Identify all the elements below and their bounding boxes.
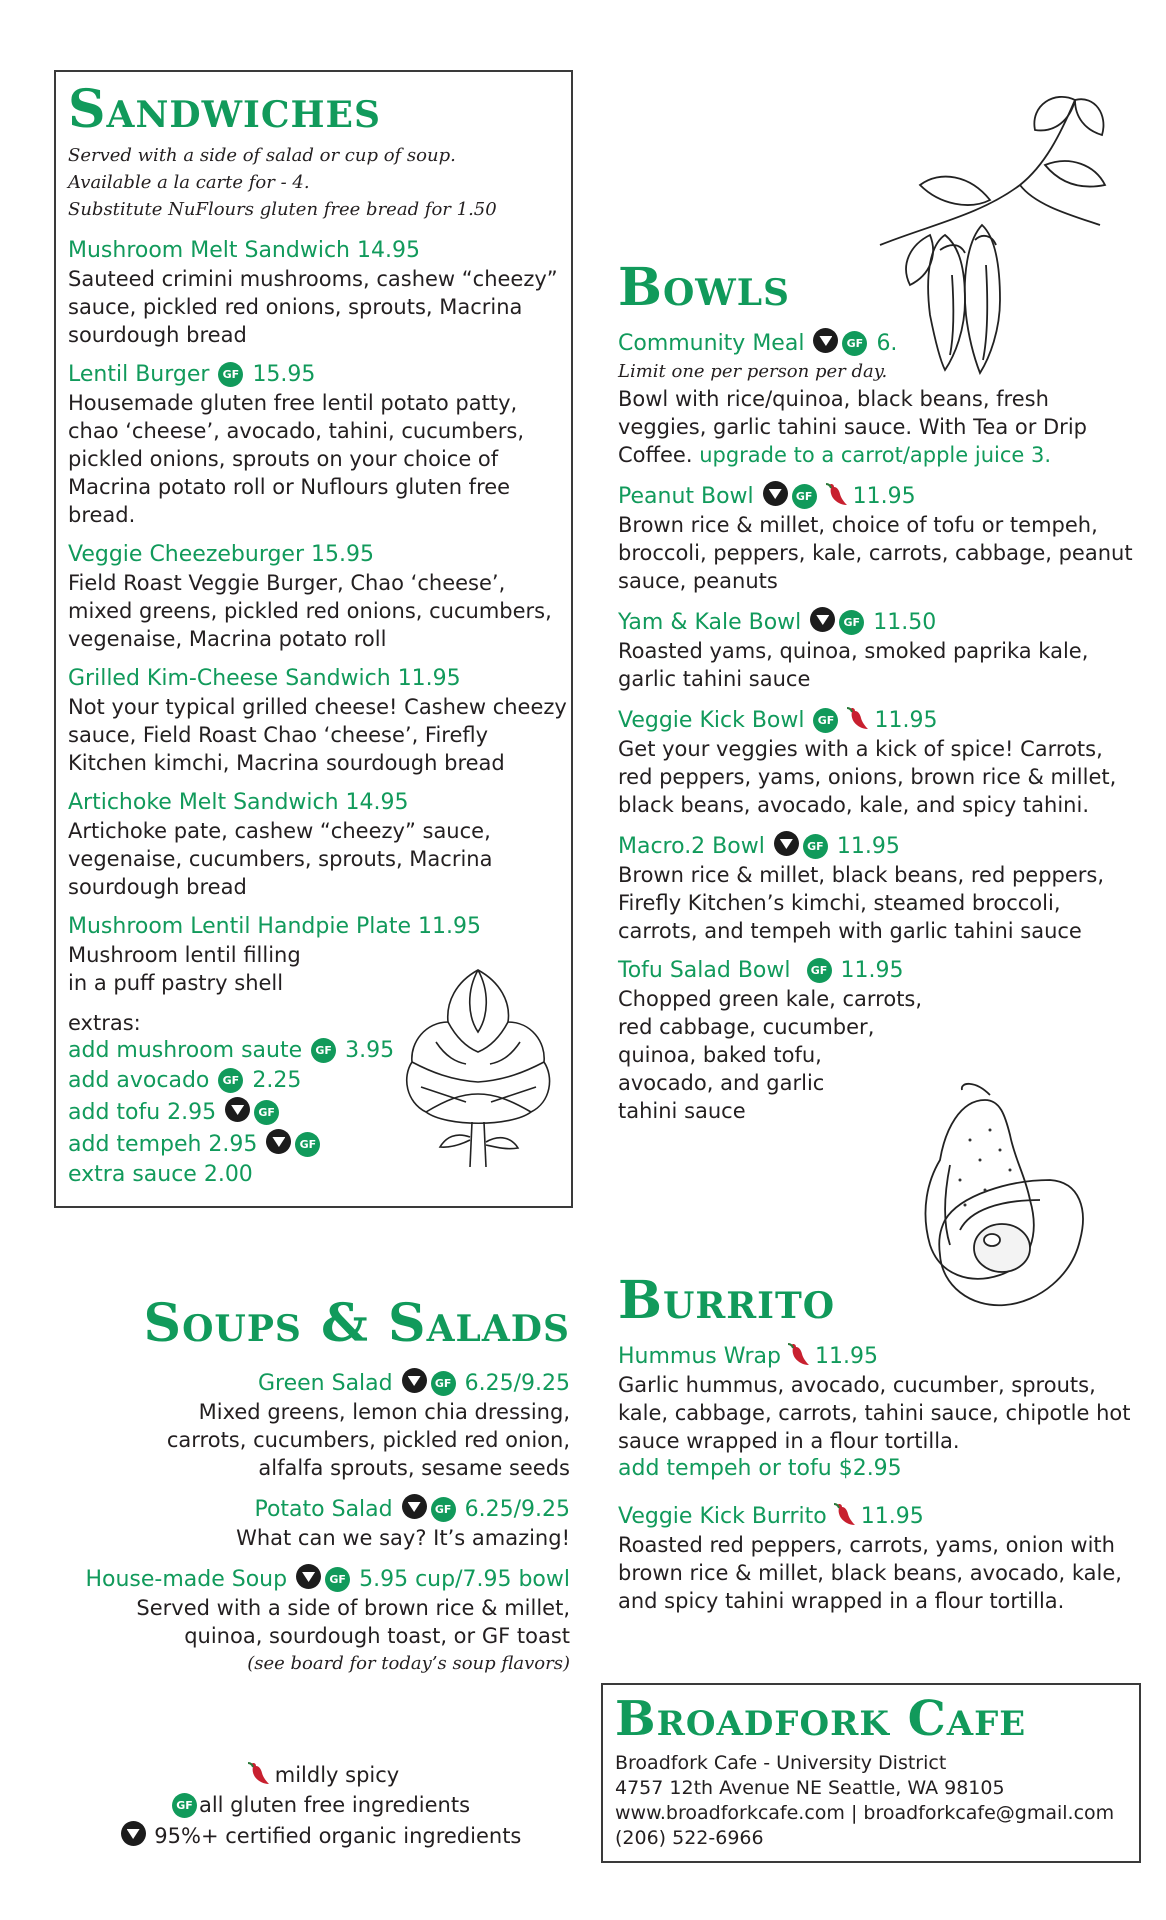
legend-spicy-label: mildly spicy — [274, 1763, 400, 1787]
organic-heart-icon — [225, 1097, 250, 1122]
gluten-free-icon: GF — [218, 1068, 243, 1093]
item-description: Roasted red peppers, carrots, yams, onion with brown rice & millet, black beans, avocado, kale, and spicy tahini wrapped in a flour tortilla. — [618, 1533, 1122, 1613]
menu-item — [618, 1501, 1138, 1615]
item-name: House-made Soup — [85, 1567, 288, 1592]
sandwiches-note-3: Substitute NuFlours gluten free bread for 1.50 — [68, 199, 497, 220]
item-name: Green Salad — [257, 1371, 393, 1396]
item-title: Mushroom Lentil Handpie Plate 11.95 — [68, 914, 481, 939]
item-description: Mixed greens, lemon chia dressing, — [198, 1400, 570, 1424]
gluten-free-icon: GF — [172, 1793, 197, 1818]
item-description: red cabbage, cucumber, — [618, 1015, 875, 1039]
item-description: quinoa, sourdough toast, or GF toast — [184, 1624, 570, 1648]
item-price: 11.95 — [860, 1504, 924, 1529]
gluten-free-icon: GF — [254, 1100, 279, 1125]
legend-gluten-free — [110, 1791, 530, 1819]
item-price: 11.95 — [852, 484, 916, 509]
item-title — [618, 607, 1138, 637]
organic-heart-icon — [774, 831, 799, 856]
item-name: Yam & Kale Bowl — [618, 610, 802, 635]
item-upgrade: upgrade to a carrot/apple juice 3. — [699, 443, 1052, 467]
sandwiches-note-1: Served with a side of salad or cup of soup. — [68, 145, 456, 166]
chili-pepper-icon — [245, 1760, 271, 1786]
item-name: Community Meal — [618, 331, 805, 356]
item-price: 11.95 — [840, 958, 904, 983]
gluten-free-icon: GF — [431, 1497, 456, 1522]
cafe-location: Broadfork Cafe - University District — [615, 1752, 947, 1774]
extra-price: 3.95 — [345, 1038, 395, 1063]
gluten-free-icon: GF — [839, 610, 864, 635]
item-description: Field Roast Veggie Burger, Chao ‘cheese’, mixed greens, pickled red onions, cucumbers, vegenaise, Macrina potato roll — [68, 571, 552, 651]
item-title: Veggie Cheezeburger 15.95 — [68, 542, 374, 567]
legend-organic-label: 95%+ certified organic ingredients — [154, 1824, 522, 1848]
item-description: Mushroom lentil filling — [68, 943, 301, 967]
menu-item — [60, 1564, 570, 1677]
menu-item — [618, 705, 1138, 819]
item-name: Macro.2 Bowl — [618, 834, 765, 859]
item-price: 6. — [876, 331, 898, 356]
item-description: carrots, cucumbers, pickled red onion, — [166, 1428, 570, 1452]
item-price: 5.95 cup/7.95 bowl — [359, 1567, 570, 1592]
item-name: Peanut Bowl — [618, 484, 754, 509]
sandwiches-heading: Sandwiches — [68, 79, 381, 140]
gluten-free-icon: GF — [807, 958, 832, 983]
item-description: Housemade gluten free lentil potato patty, chao ‘cheese’, avocado, tahini, cucumbers, pickled onions, sprouts on your choice of Macrina potato roll or Nuflours gluten free bread. — [68, 391, 525, 527]
item-title: Grilled Kim-Cheese Sandwich 11.95 — [68, 666, 461, 691]
item-name: Veggie Kick Burrito — [618, 1504, 827, 1529]
extra-name: add tofu 2.95 — [68, 1100, 217, 1125]
gluten-free-icon: GF — [813, 708, 838, 733]
item-name: Veggie Kick Bowl — [618, 708, 805, 733]
item-description: alfalfa sprouts, sesame seeds — [258, 1456, 570, 1480]
soups-salads-section — [60, 1293, 570, 1689]
item-description: Brown rice & millet, choice of tofu or tempeh, broccoli, peppers, kale, carrots, cabbage, peanut sauce, peanuts — [618, 513, 1133, 593]
gluten-free-icon: GF — [792, 484, 817, 509]
item-title — [618, 705, 1138, 735]
gluten-free-icon: GF — [311, 1038, 336, 1063]
menu-item — [68, 361, 568, 529]
organic-heart-icon — [810, 607, 835, 632]
legend-spicy — [110, 1760, 530, 1789]
legend — [110, 1760, 530, 1850]
cafe-web-email: www.broadforkcafe.com | broadforkcafe@gmail.com — [615, 1802, 1115, 1824]
item-title — [618, 481, 1138, 511]
sandwiches-box — [54, 70, 573, 1208]
organic-heart-icon — [121, 1821, 146, 1846]
item-description: Not your typical grilled cheese! Cashew cheezy sauce, Field Roast Chao ‘cheese’, Firefly Kitchen kimchi, Macrina sourdough bread — [68, 695, 567, 775]
item-description-text: Bowl with rice/quinoa, black beans, fresh veggies, garlic tahini sauce. With Tea or Drip Coffee. — [618, 387, 1087, 467]
item-description: Sauteed crimini mushrooms, cashew “cheezy” sauce, pickled red onions, sprouts, Macrina sourdough bread — [68, 267, 558, 347]
cafe-phone: (206) 522-6966 — [615, 1827, 764, 1849]
item-title — [60, 1564, 570, 1594]
item-description: Brown rice & millet, black beans, red peppers, Firefly Kitchen’s kimchi, steamed broccoli, carrots, and tempeh with garlic tahini sauce — [618, 863, 1105, 943]
item-description: What can we say? It’s amazing! — [236, 1526, 570, 1550]
item-name: Potato Salad — [254, 1497, 393, 1522]
sandwiches-note-2: Available a la carte for - 4. — [68, 172, 310, 193]
item-addon: add tempeh or tofu $2.95 — [618, 1456, 902, 1481]
soups-salads-heading: Soups & Salads — [143, 1293, 570, 1354]
item-title — [60, 1494, 570, 1524]
organic-heart-icon — [266, 1129, 291, 1154]
item-price: 11.95 — [815, 1344, 878, 1369]
chili-pepper-icon — [823, 481, 849, 507]
item-price: 15.95 — [252, 362, 316, 387]
cafe-name: Broadfork Cafe — [615, 1691, 1027, 1747]
item-name: Hummus Wrap — [618, 1344, 782, 1369]
item-title — [618, 1501, 1138, 1531]
extra-name: add avocado — [68, 1068, 210, 1093]
menu-item — [68, 789, 568, 901]
item-price: 11.50 — [873, 610, 937, 635]
extra-name: add tempeh 2.95 — [68, 1132, 258, 1157]
gluten-free-icon: GF — [218, 362, 243, 387]
gluten-free-icon: GF — [431, 1371, 456, 1396]
organic-heart-icon — [402, 1368, 427, 1393]
organic-heart-icon — [296, 1564, 321, 1589]
extra-name: add mushroom saute — [68, 1038, 303, 1063]
item-price: 6.25/9.25 — [464, 1371, 570, 1396]
item-description: in a puff pastry shell — [68, 971, 284, 995]
item-description — [618, 385, 1138, 469]
item-description: Artichoke pate, cashew “cheezy” sauce, vegenaise, cucumbers, sprouts, Macrina sourdough bread — [68, 819, 493, 899]
item-description: Garlic hummus, avocado, cucumber, sprouts, kale, cabbage, carrots, tahini sauce, chipotle hot sauce wrapped in a flour tortilla. — [618, 1373, 1131, 1453]
item-description: quinoa, baked tofu, — [618, 1043, 822, 1067]
menu-item — [60, 1368, 570, 1482]
burrito-heading: Burrito — [618, 1270, 836, 1331]
item-title — [618, 957, 1138, 985]
extras-label: extras: — [68, 1011, 141, 1035]
item-price: 6.25/9.25 — [464, 1497, 570, 1522]
item-note: Limit one per person per day. — [618, 361, 888, 382]
item-price: 11.95 — [836, 834, 900, 859]
menu-item — [68, 665, 568, 777]
bowls-section — [618, 257, 1138, 1137]
organic-heart-icon — [813, 328, 838, 353]
item-description: tahini sauce — [618, 1099, 746, 1123]
gluten-free-icon: GF — [325, 1567, 350, 1592]
chili-pepper-icon — [844, 705, 870, 731]
organic-heart-icon — [763, 481, 788, 506]
artichoke-illustration — [396, 962, 561, 1172]
extra-item: extra sauce 2.00 — [68, 1162, 253, 1187]
menu-item — [618, 831, 1138, 945]
gluten-free-icon: GF — [803, 834, 828, 859]
item-title — [60, 1368, 570, 1398]
item-description: Roasted yams, quinoa, smoked paprika kale, garlic tahini sauce — [618, 639, 1089, 691]
item-description: Served with a side of brown rice & millet, — [136, 1596, 570, 1620]
chili-pepper-icon — [785, 1341, 811, 1367]
cafe-info-box — [601, 1683, 1141, 1863]
organic-heart-icon — [402, 1494, 427, 1519]
menu-item — [618, 328, 1138, 469]
menu-item — [60, 1494, 570, 1552]
item-title — [618, 328, 1138, 358]
item-price: 11.95 — [874, 708, 938, 733]
item-description: Get your veggies with a kick of spice! Carrots, red peppers, yams, onions, brown rice & millet, black beans, avocado, kale, and spicy tahini. — [618, 737, 1117, 817]
gluten-free-icon: GF — [295, 1132, 320, 1157]
menu-item — [618, 607, 1138, 693]
item-description: avocado, and garlic — [618, 1071, 825, 1095]
item-name: Lentil Burger — [68, 362, 210, 387]
item-name: Tofu Salad Bowl — [618, 958, 791, 983]
menu-item — [68, 541, 568, 653]
item-title — [618, 831, 1138, 861]
burrito-section — [618, 1270, 1138, 1627]
item-note: (see board for today’s soup flavors) — [247, 1653, 570, 1674]
menu-item — [618, 1341, 1138, 1483]
gluten-free-icon: GF — [842, 331, 867, 356]
menu-item — [618, 481, 1138, 595]
legend-gf-label: all gluten free ingredients — [198, 1793, 471, 1817]
item-title — [618, 1341, 1138, 1371]
menu-item — [68, 237, 568, 349]
item-title: Artichoke Melt Sandwich 14.95 — [68, 790, 409, 815]
bowls-heading: Bowls — [618, 257, 791, 318]
legend-organic — [110, 1821, 530, 1850]
item-description: Chopped green kale, carrots, — [618, 987, 923, 1011]
item-title: Mushroom Melt Sandwich 14.95 — [68, 238, 420, 263]
chili-pepper-icon — [831, 1501, 857, 1527]
extra-price: 2.25 — [252, 1068, 302, 1093]
item-title — [68, 361, 568, 389]
cafe-address: 4757 12th Avenue NE Seattle, WA 98105 — [615, 1777, 1005, 1799]
